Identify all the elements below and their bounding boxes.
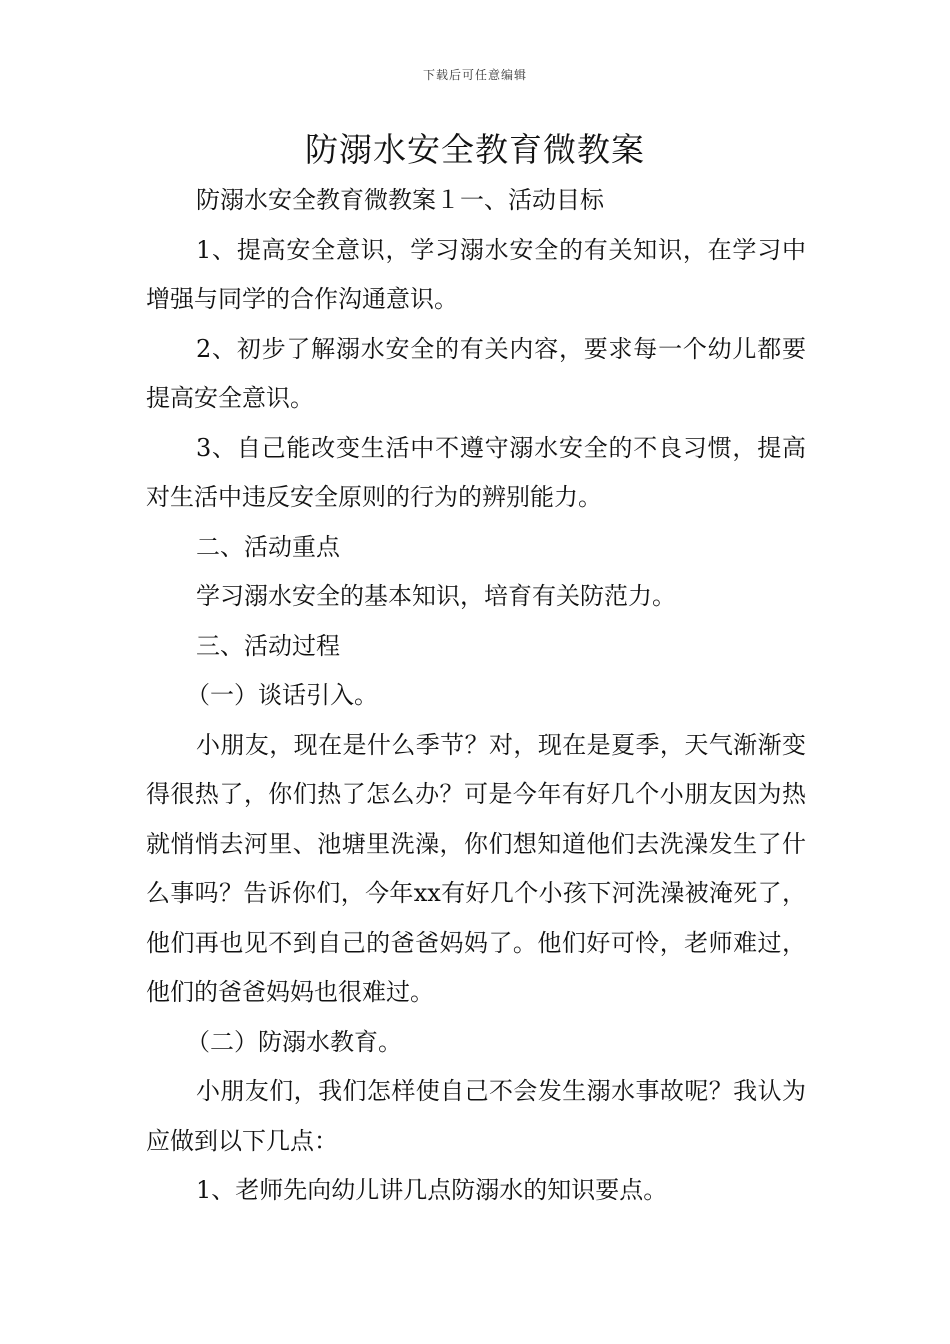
document-body	[146, 176, 806, 1216]
header-note: 下载后可任意编辑	[422, 68, 527, 82]
paragraph-intro: 防溺水安全教育微教案１一、活动目标	[196, 186, 604, 214]
paragraph-goal-2: 2、初步了解溺水安全的有关内容，要求每一个幼儿都要提高安全意识。	[146, 334, 806, 412]
subsection-heading-intro-talk: （一）谈话引入。	[186, 681, 378, 709]
paragraph-education: 小朋友们，我们怎样使自己不会发生溺水事故呢？我认为应做到以下几点：	[146, 1077, 806, 1155]
paragraph-goal-1: 1、提高安全意识，学习溺水安全的有关知识，在学习中增强与同学的合作沟通意识。	[146, 235, 806, 313]
section-heading-process: 三、活动过程	[196, 631, 340, 660]
paragraph-key-points: 学习溺水安全的基本知识，培育有关防范力。	[196, 582, 676, 610]
paragraph-intro-talk: 小朋友，现在是什么季节？对，现在是夏季，天气渐渐变得很热了，你们热了怎么办？可是今年有好几个小朋友因为热就悄悄去河里、池塘里洗澡，你们想知道他们去洗澡发生了什么事吗？告诉你们，今年xx有好几个小孩下河洗澡被淹死了，他们再也见不到自己的爸爸妈妈了。他们好可怜，老师难过，他们的爸爸妈妈也很难过。	[146, 730, 806, 1006]
section-heading-key-points: 二、活动重点	[196, 532, 340, 561]
document-title: 防溺水安全教育微教案	[305, 130, 645, 169]
subsection-heading-education: （二）防溺水教育。	[186, 1027, 402, 1056]
paragraph-education-point-1: 1、老师先向幼儿讲几点防溺水的知识要点。	[196, 1176, 668, 1204]
paragraph-goal-3: 3、自己能改变生活中不遵守溺水安全的不良习惯，提高对生活中违反安全原则的行为的辨别能力。	[146, 433, 806, 511]
